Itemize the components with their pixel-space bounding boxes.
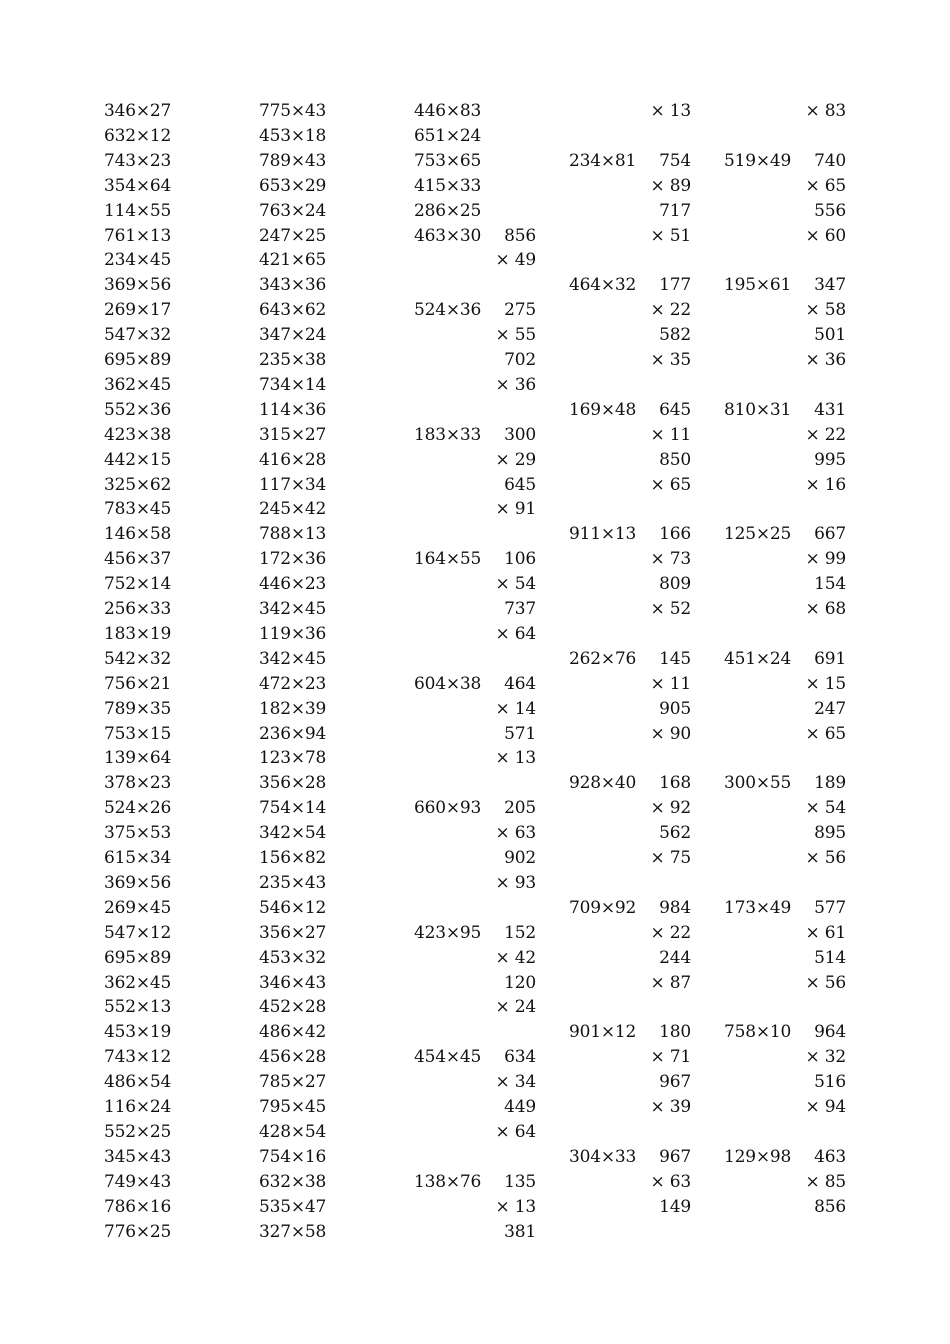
col2-entry: 754×14 [259, 798, 327, 819]
col1-entry: 632×12 [104, 125, 172, 146]
col2-entry: 643×62 [259, 300, 327, 321]
col4-entry: 152 [504, 922, 536, 943]
col4-entry: × 91 [495, 499, 536, 520]
col4-entry: 464 [504, 673, 536, 694]
col4-entry: 106 [504, 549, 536, 570]
col6-entry: × 52 [650, 599, 691, 619]
col4-entry: × 64 [495, 623, 536, 644]
col6-entry: 967 [659, 1072, 691, 1093]
col3-entry: 183×33 [414, 424, 482, 445]
col2-entry: 653×29 [259, 175, 327, 196]
col2-entry: 356×27 [259, 922, 327, 943]
col6-entry: × 13 [650, 101, 691, 121]
col2-entry: 453×18 [259, 125, 327, 146]
col8-entry: 501 [814, 325, 846, 346]
col4-entry: × 36 [495, 374, 536, 395]
col1-entry: 786×16 [104, 1196, 172, 1217]
col4-entry: × 14 [495, 698, 536, 719]
col6-entry: 809 [659, 574, 691, 595]
col8-entry: 895 [814, 823, 846, 844]
col8-entry: × 99 [805, 549, 846, 570]
col3-entry: 423×95 [414, 922, 482, 943]
col4-entry: 702 [504, 350, 536, 370]
col3-entry: 651×24 [414, 125, 482, 146]
col7-entry: 300×55 [724, 773, 792, 794]
col1-entry: 325×62 [104, 474, 172, 495]
col1-entry: 776×25 [104, 1221, 172, 1242]
col1-entry: 354×64 [104, 175, 172, 196]
col8-entry: 431 [814, 399, 846, 420]
col8-entry: × 16 [805, 474, 846, 495]
col7-entry: 451×24 [724, 648, 792, 669]
col1-entry: 524×26 [104, 798, 172, 819]
col8-entry: 556 [814, 200, 846, 221]
col8-entry: 516 [814, 1072, 846, 1093]
col2-entry: 356×28 [259, 773, 327, 794]
col8-entry: × 65 [805, 723, 846, 744]
col2-entry: 342×45 [259, 599, 327, 619]
col5-entry: 911×13 [569, 524, 637, 545]
col5-entry: 901×12 [569, 1022, 637, 1043]
col1-entry: 783×45 [104, 499, 172, 520]
col6-entry: 562 [659, 823, 691, 844]
col1-entry: 146×58 [104, 524, 172, 545]
col3-entry: 604×38 [414, 673, 482, 694]
col2-entry: 416×28 [259, 449, 327, 470]
col1-entry: 552×36 [104, 399, 172, 420]
col4-entry: × 93 [495, 872, 536, 893]
col1-entry: 743×12 [104, 1047, 172, 1068]
col7-entry: 758×10 [724, 1022, 792, 1043]
col1-entry: 453×19 [104, 1022, 172, 1043]
col2-entry: 734×14 [259, 374, 327, 395]
col6-entry: 168 [659, 773, 691, 794]
col1-entry: 752×14 [104, 574, 172, 595]
col1-entry: 547×12 [104, 922, 172, 943]
col4-entry: 135 [504, 1171, 536, 1192]
col1-entry: 547×32 [104, 325, 172, 346]
col5-entry: 262×76 [569, 648, 637, 669]
col6-entry: × 73 [650, 549, 691, 570]
col8-entry: 856 [814, 1196, 846, 1217]
col1-entry: 256×33 [104, 599, 172, 619]
col2-entry: 315×27 [259, 424, 327, 445]
col1-entry: 183×19 [104, 623, 172, 644]
col6-entry: 984 [659, 897, 691, 918]
col2-entry: 342×54 [259, 823, 327, 844]
col8-entry: × 83 [805, 101, 846, 121]
col1-entry: 369×56 [104, 872, 172, 893]
col1-entry: 743×23 [104, 150, 172, 171]
col1-entry: 139×64 [104, 748, 172, 769]
col4-entry: 645 [504, 474, 536, 495]
col1-entry: 789×35 [104, 698, 172, 719]
col6-entry: × 87 [650, 972, 691, 993]
col7-entry: 195×61 [724, 275, 792, 296]
col2-entry: 343×36 [259, 275, 327, 296]
col8-entry: 691 [814, 648, 846, 669]
col4-entry: 300 [504, 424, 536, 445]
col2-entry: 785×27 [259, 1072, 327, 1093]
col8-entry: × 32 [805, 1047, 846, 1068]
col1-entry: 362×45 [104, 374, 172, 395]
col8-entry: 995 [814, 449, 846, 470]
col6-entry: 177 [659, 275, 691, 296]
col1-entry: 442×15 [104, 449, 172, 470]
col8-entry: × 56 [805, 848, 846, 868]
col2-entry: 788×13 [259, 524, 327, 545]
col7-entry: 810×31 [724, 399, 792, 420]
col5-entry: 709×92 [569, 897, 637, 918]
col1-entry: 362×45 [104, 972, 172, 993]
col2-entry: 775×43 [259, 101, 327, 121]
col6-entry: × 75 [650, 848, 691, 868]
col1-entry: 753×15 [104, 723, 172, 744]
col2-entry: 456×28 [259, 1047, 327, 1068]
col3-entry: 415×33 [414, 175, 482, 196]
col6-entry: × 35 [650, 350, 691, 370]
col2-entry: 247×25 [259, 225, 327, 246]
col2-entry: 327×58 [259, 1221, 327, 1242]
col6-entry: × 39 [650, 1097, 691, 1117]
col2-entry: 182×39 [259, 698, 327, 719]
col1-entry: 761×13 [104, 225, 172, 246]
col5-entry: 304×33 [569, 1146, 637, 1167]
col8-entry: × 68 [805, 599, 846, 619]
col2-entry: 117×34 [259, 474, 327, 495]
col4-entry: 205 [504, 798, 536, 819]
col2-entry: 472×23 [259, 673, 327, 694]
col2-entry: 123×78 [259, 748, 327, 769]
col1-entry: 552×25 [104, 1121, 172, 1142]
col3-entry: 660×93 [414, 798, 482, 819]
col8-entry: × 22 [805, 424, 846, 445]
col8-entry: × 54 [805, 798, 846, 819]
col1-entry: 749×43 [104, 1171, 172, 1192]
col3-entry: 138×76 [414, 1171, 482, 1192]
col6-entry: 244 [659, 947, 691, 968]
col8-entry: 247 [814, 698, 846, 719]
col1-entry: 486×54 [104, 1072, 172, 1093]
col1-entry: 269×45 [104, 897, 172, 918]
col4-entry: × 24 [495, 997, 536, 1018]
col2-entry: 236×94 [259, 723, 327, 744]
col6-entry: × 71 [650, 1047, 691, 1068]
col6-entry: 967 [659, 1146, 691, 1167]
col1-entry: 378×23 [104, 773, 172, 794]
col6-entry: 717 [659, 200, 691, 221]
col1-entry: 375×53 [104, 823, 172, 844]
col4-entry: × 34 [495, 1072, 536, 1093]
col4-entry: 120 [504, 972, 536, 993]
col2-entry: 172×36 [259, 549, 327, 570]
col1-entry: 114×55 [104, 200, 172, 221]
col1-entry: 552×13 [104, 997, 172, 1018]
col6-entry: × 22 [650, 922, 691, 943]
col7-entry: 129×98 [724, 1146, 792, 1167]
col2-entry: 421×65 [259, 250, 327, 271]
col1-entry: 542×32 [104, 648, 172, 669]
col1-entry: 116×24 [104, 1097, 172, 1117]
col8-entry: × 65 [805, 175, 846, 196]
col6-entry: × 90 [650, 723, 691, 744]
col8-entry: 189 [814, 773, 846, 794]
col4-entry: 381 [504, 1221, 536, 1242]
col3-entry: 286×25 [414, 200, 482, 221]
col4-entry: × 55 [495, 325, 536, 346]
col2-entry: 546×12 [259, 897, 327, 918]
col6-entry: × 51 [650, 225, 691, 246]
col6-entry: × 92 [650, 798, 691, 819]
col1-entry: 695×89 [104, 947, 172, 968]
col4-entry: 737 [504, 599, 536, 619]
col2-entry: 119×36 [259, 623, 327, 644]
col4-entry: 634 [504, 1047, 536, 1068]
col2-entry: 156×82 [259, 848, 327, 868]
col4-entry: × 13 [495, 748, 536, 769]
col4-entry: × 13 [495, 1196, 536, 1217]
col8-entry: × 94 [805, 1097, 846, 1117]
col8-entry: 964 [814, 1022, 846, 1043]
col2-entry: 789×43 [259, 150, 327, 171]
col2-entry: 235×38 [259, 350, 327, 370]
col6-entry: 149 [659, 1196, 691, 1217]
col6-entry: × 11 [650, 673, 691, 694]
col8-entry: 154 [814, 574, 846, 595]
col2-entry: 453×32 [259, 947, 327, 968]
col2-entry: 446×23 [259, 574, 327, 595]
col4-entry: 902 [504, 848, 536, 868]
col5-entry: 234×81 [569, 150, 637, 171]
col6-entry: 166 [659, 524, 691, 545]
col2-entry: 114×36 [259, 399, 327, 420]
col3-entry: 164×55 [414, 549, 482, 570]
col4-entry: × 64 [495, 1121, 536, 1142]
col6-entry: 850 [659, 449, 691, 470]
col1-entry: 369×56 [104, 275, 172, 296]
col4-entry: × 49 [495, 250, 536, 271]
col2-entry: 347×24 [259, 325, 327, 346]
col2-entry: 535×47 [259, 1196, 327, 1217]
col3-entry: 446×83 [414, 101, 482, 121]
col8-entry: × 85 [805, 1171, 846, 1192]
col2-entry: 342×45 [259, 648, 327, 669]
col5-entry: 169×48 [569, 399, 637, 420]
col2-entry: 235×43 [259, 872, 327, 893]
col2-entry: 632×38 [259, 1171, 327, 1192]
col3-entry: 454×45 [414, 1047, 482, 1068]
col2-entry: 452×28 [259, 997, 327, 1018]
col6-entry: 180 [659, 1022, 691, 1043]
col4-entry: × 63 [495, 823, 536, 844]
col3-entry: 753×65 [414, 150, 482, 171]
col1-entry: 615×34 [104, 848, 172, 868]
col1-entry: 756×21 [104, 673, 172, 694]
col6-entry: 754 [659, 150, 691, 171]
col8-entry: × 60 [805, 225, 846, 246]
col4-entry: 571 [504, 723, 536, 744]
col6-entry: × 22 [650, 300, 691, 321]
col8-entry: × 36 [805, 350, 846, 370]
col6-entry: 645 [659, 399, 691, 420]
col7-entry: 125×25 [724, 524, 792, 545]
col8-entry: 514 [814, 947, 846, 968]
col6-entry: × 65 [650, 474, 691, 495]
col1-entry: 345×43 [104, 1146, 172, 1167]
col6-entry: × 63 [650, 1171, 691, 1192]
col3-entry: 524×36 [414, 300, 482, 321]
col2-entry: 486×42 [259, 1022, 327, 1043]
col2-entry: 795×45 [259, 1097, 327, 1117]
col4-entry: 856 [504, 225, 536, 246]
col8-entry: 740 [814, 150, 846, 171]
col8-entry: 463 [814, 1146, 846, 1167]
col8-entry: 347 [814, 275, 846, 296]
col1-entry: 269×17 [104, 300, 172, 321]
col2-entry: 763×24 [259, 200, 327, 221]
col2-entry: 428×54 [259, 1121, 327, 1142]
col8-entry: 577 [814, 897, 846, 918]
col8-entry: × 61 [805, 922, 846, 943]
col8-entry: 667 [814, 524, 846, 545]
col7-entry: 519×49 [724, 150, 792, 171]
col8-entry: × 56 [805, 972, 846, 993]
col6-entry: 905 [659, 698, 691, 719]
col1-entry: 423×38 [104, 424, 172, 445]
col3-entry: 463×30 [414, 225, 482, 246]
col4-entry: × 29 [495, 449, 536, 470]
col8-entry: × 15 [805, 673, 846, 694]
col6-entry: × 11 [650, 424, 691, 445]
col1-entry: 346×27 [104, 101, 172, 121]
col7-entry: 173×49 [724, 897, 792, 918]
col1-entry: 456×37 [104, 549, 172, 570]
col5-entry: 464×32 [569, 275, 637, 296]
col4-entry: × 54 [495, 574, 536, 595]
col1-entry: 234×45 [104, 250, 172, 271]
col8-entry: × 58 [805, 300, 846, 321]
col4-entry: 275 [504, 300, 536, 321]
col6-entry: × 89 [650, 175, 691, 196]
col6-entry: 145 [659, 648, 691, 669]
col4-entry: 449 [504, 1097, 536, 1117]
col4-entry: × 42 [495, 947, 536, 968]
col2-entry: 245×42 [259, 499, 327, 520]
col1-entry: 695×89 [104, 350, 172, 370]
col5-entry: 928×40 [569, 773, 637, 794]
col2-entry: 754×16 [259, 1146, 327, 1167]
col6-entry: 582 [659, 325, 691, 346]
col2-entry: 346×43 [259, 972, 327, 993]
